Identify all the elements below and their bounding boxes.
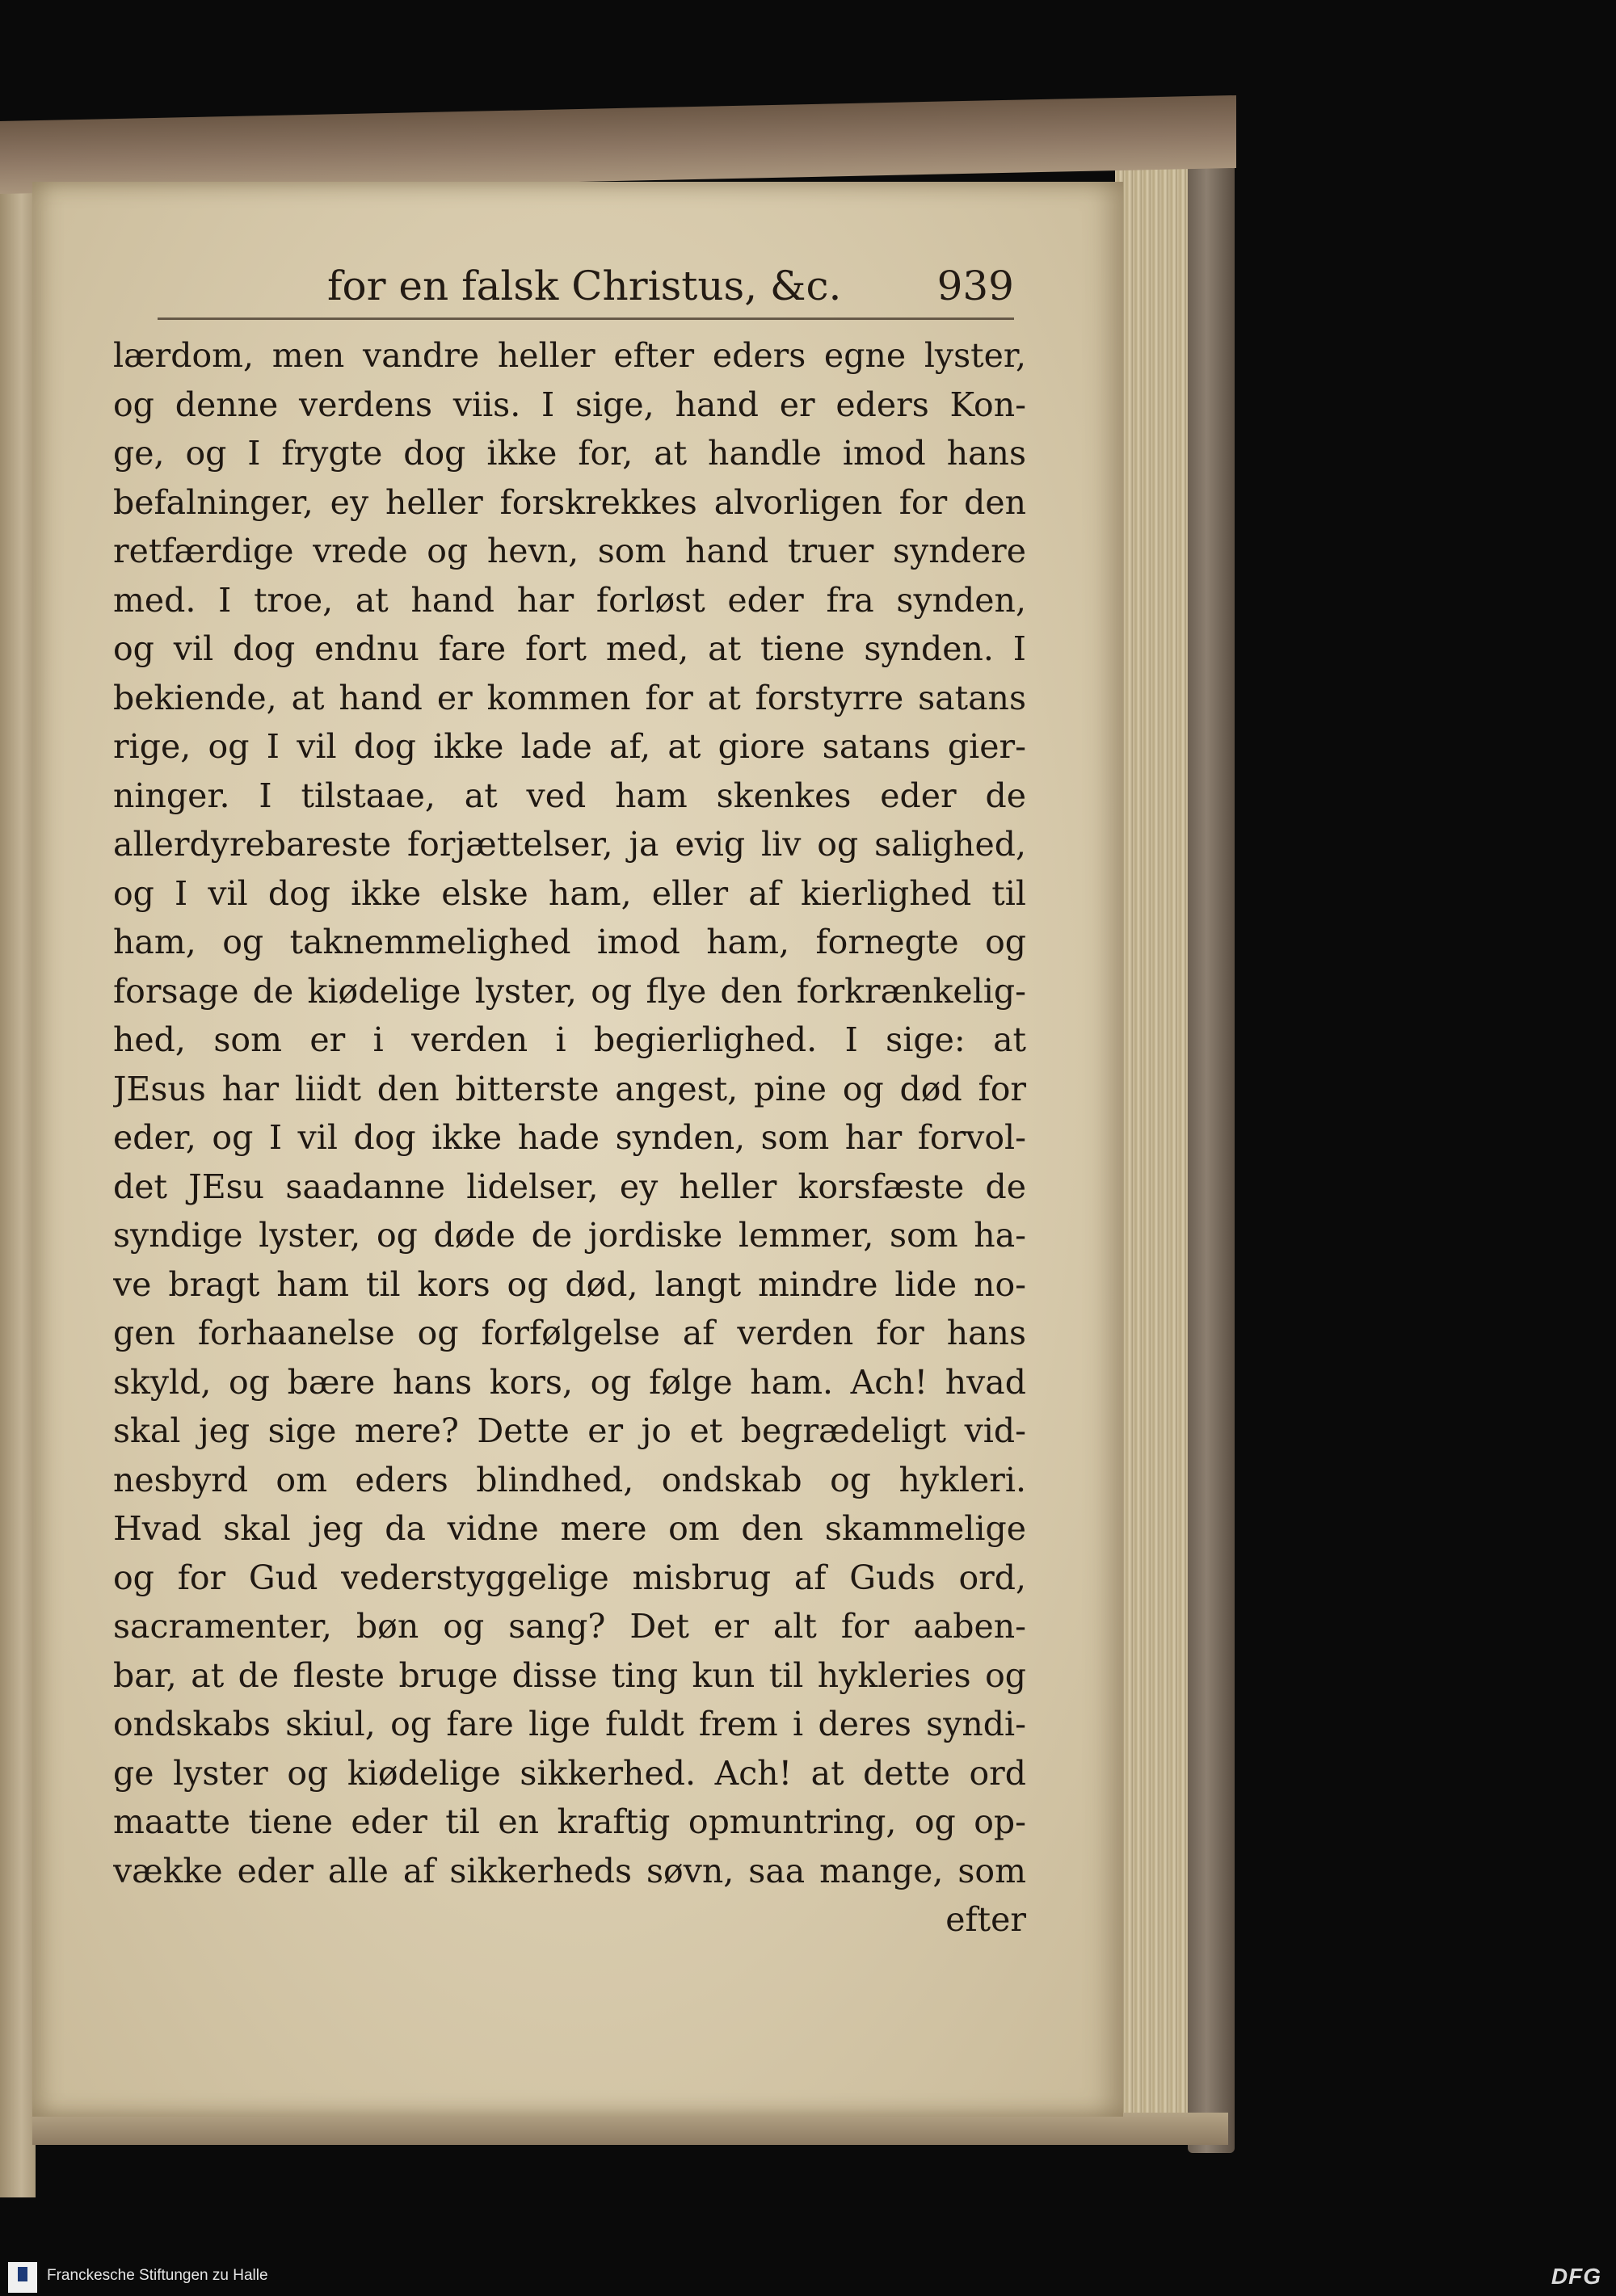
text-line: Hvad skal jeg da vidne mere om den skammelige (113, 1509, 1026, 1548)
catchword: efter (945, 1900, 1026, 1939)
text-line: ham, og taknemmelighed imod ham, fornegte og (113, 923, 1026, 961)
text-line: sacramenter, bøn og sang? Det er alt for aaben- (113, 1607, 1026, 1646)
viewer-footer (0, 2259, 1616, 2296)
text-line: og I vil dog ikke elske ham, eller af kierlighed til (113, 873, 1026, 913)
body-text (113, 331, 1026, 1944)
text-line: ve bragt ham til kors og død, langt mindre lide no- (113, 1264, 1026, 1304)
text-line: retfærdige vrede og hevn, som hand truer syndere (113, 532, 1026, 570)
text-line: skyld, og bære hans kors, og følge ham. Ach! hvad (113, 1362, 1026, 1402)
text-line: ondskabs skiul, og fare lige fuldt frem i deres syndi- (113, 1705, 1026, 1743)
text-line: ninger. I tilstaae, at ved ham skenkes eder de (113, 776, 1026, 815)
text-line: forsage de kiødelige lyster, og flye den forkrænkelig- (113, 971, 1026, 1011)
text-line: syndige lyster, og døde de jordiske lemmer, som ha- (113, 1216, 1026, 1255)
text-line: JEsus har liidt den bitterste angest, pine og død for (113, 1069, 1026, 1108)
running-head (158, 263, 1022, 319)
book-cover-right (1188, 117, 1235, 2153)
running-head-rule (158, 317, 1014, 320)
text-line: ge lyster og kiødelige sikkerhed. Ach! at dette ord (113, 1753, 1026, 1793)
text-line: bekiende, at hand er kommen for at forstyrre satans (113, 678, 1026, 717)
text-line: rige, og I vil dog ikke lade af, at giore satans gier- (113, 727, 1026, 766)
book-page (32, 182, 1123, 2117)
book-cover-bottom (32, 2113, 1228, 2145)
text-line: og for Gud vederstyggelige misbrug af Guds ord, (113, 1558, 1026, 1597)
book-cover-top (0, 95, 1236, 194)
text-line: allerdyrebareste forjættelser, ja evig liv og salighed, (113, 825, 1026, 864)
institution-name: Franckesche Stiftungen zu Halle (47, 2267, 268, 2284)
text-line: og vil dog endnu fare fort med, at tiene synden. I (113, 629, 1026, 668)
text-line: ge, og I frygte dog ikke for, at handle imod hans (113, 434, 1026, 473)
page-number: 939 (936, 263, 1014, 309)
text-line: befalninger, ey heller forskrekkes alvorligen for den (113, 482, 1026, 522)
text-line: maatte tiene eder til en kraftig opmuntring, og op- (113, 1802, 1026, 1841)
text-line: nesbyrd om eders blindhed, ondskab og hykleri. (113, 1460, 1026, 1499)
text-line: gen forhaanelse og forfølgelse af verden for hans (113, 1314, 1026, 1352)
facing-page-edge (0, 129, 36, 2197)
dfg-logo: DFG (1551, 2264, 1601, 2289)
text-line: hed, som er i verden i begierlighed. I sige: at (113, 1020, 1026, 1059)
logo-mark-icon (18, 2267, 27, 2281)
text-line: eder, og I vil dog ikke hade synden, som har forvol- (113, 1118, 1026, 1157)
text-line: med. I troe, at hand har forløst eder fra synden, (113, 580, 1026, 620)
text-line: vække eder alle af sikkerheds søvn, saa mange, som (113, 1851, 1026, 1890)
institution-logo-icon (8, 2262, 37, 2293)
text-line: og denne verdens viis. I sige, hand er eders Kon- (113, 385, 1026, 424)
text-line: det JEsu saadanne lidelser, ey heller korsfæste de (113, 1167, 1026, 1206)
text-line: skal jeg sige mere? Dette er jo et begrædeligt vid- (113, 1411, 1026, 1450)
text-line: bar, at de fleste bruge disse ting kun til hykleries og (113, 1655, 1026, 1695)
running-head-title: for en falsk Christus, &c. (327, 263, 842, 309)
text-line: lærdom, men vandre heller efter eders egne lyster, (113, 336, 1026, 375)
